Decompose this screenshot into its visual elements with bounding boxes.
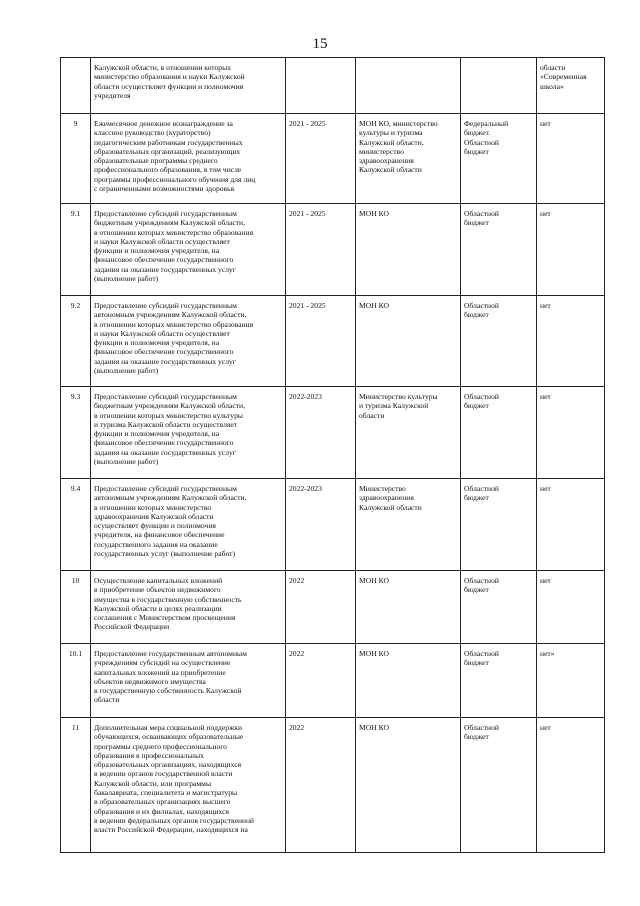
table-row	[61, 644, 605, 718]
indicator-link: нет	[537, 571, 605, 644]
implementation-years: 2022-2023	[286, 387, 356, 479]
table-row	[61, 204, 605, 296]
indicator-link: нет	[537, 479, 605, 571]
measure-name: Предоставление субсидий государственным автономным учреждениям Калужской области, в отношении которых министерство образования и науки Калужской области осуществляет функции и полномочия учредителя, на финансовое обеспечение государственного задания на оказание государственных услуг (выполнение работ)	[91, 296, 286, 387]
indicator-link: нет	[537, 296, 605, 387]
indicator-link: нет	[537, 387, 605, 479]
row-number: 9.4	[61, 479, 91, 571]
responsible-executor: МОН КО	[356, 204, 461, 296]
responsible-executor: МОН КО	[356, 296, 461, 387]
row-number: 11	[61, 718, 91, 853]
row-number: 10.1	[61, 644, 91, 718]
funding-source: Федеральный бюджет. Областной бюджет	[461, 114, 537, 204]
funding-source: Областной бюджет	[461, 204, 537, 296]
measure-name: Предоставление государственным автономным учреждениям субсидий на осуществление капитальных вложений на приобретение объектов недвижимого имущества в государственную собственность Калужской области	[91, 644, 286, 718]
indicator-link: нет	[537, 114, 605, 204]
page-number: 15	[312, 36, 328, 52]
funding-source: Областной бюджет	[461, 296, 537, 387]
responsible-executor: МОН КО	[356, 718, 461, 853]
indicator-link: нет»	[537, 644, 605, 718]
measure-name: Предоставление субсидий государственным автономным учреждениям Калужской области, в отношении которых министерство здравоохранения Калужской области осуществляет функции и полномочия учредителя, на финансовое обеспечение государственного задания на оказание государственных услуг (выполнение работ)	[91, 479, 286, 571]
responsible-executor: Министерство культуры и туризма Калужской области	[356, 387, 461, 479]
implementation-years: 2022	[286, 718, 356, 853]
measure-name: Предоставление субсидий государственным бюджетным учреждениям Калужской области, в отношении которых министерство образования и науки Калужской области осуществляет функции и полномочия учредителя, на финансовое обеспечение государственного задания на оказание государственных услуг (выполнение работ)	[91, 204, 286, 296]
measure-name: Дополнительная мера социальной поддержки обучающихся, осваивающих образовательные программы среднего профессионального образования в профессиональных образовательных организациях, находящихся в ведении органов государственной власти Калужской области, или программы бакалавриата, специалитета и магистратуры в образовательных организациях высшего образования и их филиалах, находящихся в ведении федеральных органов государственной власти Российской Федерации, находящихся на	[91, 718, 286, 853]
responsible-executor	[356, 58, 461, 114]
implementation-years: 2021 - 2025	[286, 296, 356, 387]
responsible-executor: Министерство здравоохранения Калужской области	[356, 479, 461, 571]
row-number	[61, 58, 91, 114]
indicator-link: нет	[537, 204, 605, 296]
table-row	[61, 479, 605, 571]
row-number: 9.1	[61, 204, 91, 296]
funding-source: Областной бюджет	[461, 718, 537, 853]
row-number: 9.2	[61, 296, 91, 387]
funding-source	[461, 58, 537, 114]
table-row	[61, 114, 605, 204]
table-row	[61, 387, 605, 479]
table-row	[61, 296, 605, 387]
row-number: 9.3	[61, 387, 91, 479]
table-row	[61, 58, 605, 114]
funding-source: Областной бюджет	[461, 644, 537, 718]
measure-name: Предоставление субсидий государственным бюджетным учреждениям Калужской области, в отношении которых министерство культуры и туризма Калужской области осуществляет функции и полномочия учредителя, на финансовое обеспечение государственного задания на оказание государственных услуг (выполнение работ)	[91, 387, 286, 479]
program-measures-table	[60, 57, 605, 853]
responsible-executor: МОН КО	[356, 571, 461, 644]
table-row	[61, 571, 605, 644]
indicator-link: нет	[537, 718, 605, 853]
implementation-years: 2022	[286, 644, 356, 718]
funding-source: Областной бюджет	[461, 479, 537, 571]
indicator-link: области «Современная школа»	[537, 58, 605, 114]
measure-name: Калужской области, в отношении которых министерство образования и науки Калужской области осуществляет функции и полномочия учредителя	[91, 58, 286, 114]
responsible-executor: МОН КО, министерство культуры и туризма Калужской области, министерство здравоохранения Калужской области	[356, 114, 461, 204]
implementation-years: 2022	[286, 571, 356, 644]
measure-name: Осуществление капитальных вложений в приобретение объектов недвижимого имущества в государственную собственность Калужской области в целях реализации соглашения с Министерством просвещения Российской Федерации	[91, 571, 286, 644]
implementation-years	[286, 58, 356, 114]
funding-source: Областной бюджет	[461, 571, 537, 644]
table-row	[61, 718, 605, 853]
funding-source: Областной бюджет	[461, 387, 537, 479]
measure-name: Ежемесячное денежное вознаграждение за классное руководство (кураторство) педагогическим работникам государственных образовательных организаций, реализующих образовательные программы среднего профессионального образования, в том числе программы профессионального обучения для лиц с ограниченными возможностями здоровья	[91, 114, 286, 204]
implementation-years: 2021 - 2025	[286, 114, 356, 204]
row-number: 10	[61, 571, 91, 644]
row-number: 9	[61, 114, 91, 204]
responsible-executor: МОН КО	[356, 644, 461, 718]
implementation-years: 2022-2023	[286, 479, 356, 571]
implementation-years: 2021 - 2025	[286, 204, 356, 296]
